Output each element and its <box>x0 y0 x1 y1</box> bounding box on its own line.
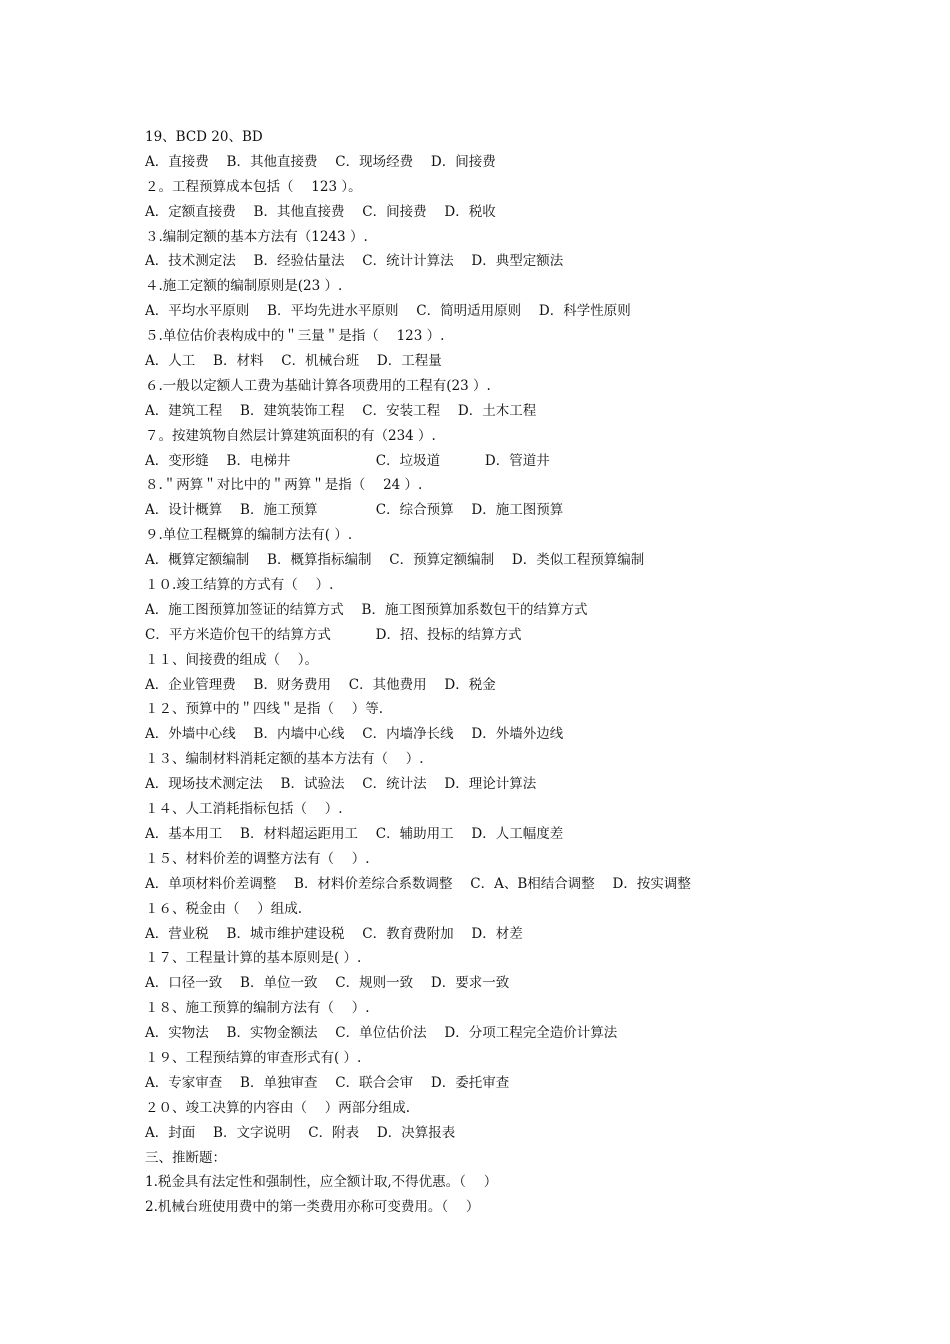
text-line: ２０、竣工决算的内容由（ ）两部分组成. <box>145 1099 411 1116</box>
text-line: A．封面 B．文字说明 C．附表 D．决算报表 <box>145 1124 456 1141</box>
text-line: ２。工程预算成本包括（ 123 ）。 <box>145 178 362 195</box>
text-line: ８.＂两算＂对比中的＂两算＂是指（ 24 ）. <box>145 477 423 494</box>
text-line: 2.机械台班使用费中的第一类费用亦称可变费用。（ ） <box>145 1199 480 1216</box>
text-line: １７、工程量计算的基本原则是( ）. <box>145 950 362 967</box>
text-line: ４.施工定额的编制原则是(23 ）. <box>145 278 343 295</box>
section-heading: 三、推断题： <box>145 1149 226 1166</box>
text-line: ９.单位工程概算的编制方法有( ）. <box>145 527 353 544</box>
text-line: 1.税金具有法定性和强制性，应全额计取,不得优惠。（ ） <box>145 1174 498 1191</box>
text-line: A．实物法 B．实物金额法 C．单位估价法 D．分项工程完全造价计算法 <box>145 1025 618 1042</box>
text-line: ５.单位估价表构成中的＂三量＂是指（ 123 ）. <box>145 328 445 345</box>
text-line: １８、施工预算的编制方法有（ ）. <box>145 1000 370 1017</box>
text-line: 19、BCD 20、BD <box>145 129 263 145</box>
text-line: １９、工程预结算的审查形式有( ）. <box>145 1049 362 1066</box>
text-line: A．营业税 B．城市维护建设税 C．教育费附加 D．材差 <box>145 925 523 942</box>
text-line: A．现场技术测定法 B．试验法 C．统计法 D．理论计算法 <box>145 776 537 793</box>
text-line: A．专家审查 B．单独审查 C．联合会审 D．委托审查 <box>145 1074 510 1091</box>
text-line: A．变形缝 B．电梯井 C．垃圾道 D．管道井 <box>145 452 550 469</box>
text-line: １０.竣工结算的方式有（ ）. <box>145 577 334 594</box>
text-line: １５、材料价差的调整方法有（ ）. <box>145 850 370 867</box>
text-line: １３、编制材料消耗定额的基本方法有（ ）. <box>145 751 424 768</box>
document-body <box>145 125 925 1220</box>
text-line: A．定额直接费 B．其他直接费 C．间接费 D．税收 <box>145 203 496 220</box>
text-line: A．单项材料价差调整 B．材料价差综合系数调整 C．A、B相结合调整 D．按实调整 <box>145 875 691 892</box>
text-line: A．施工图预算加签证的结算方式 B．施工图预算加系数包干的结算方式 <box>145 601 588 618</box>
text-line: A．直接费 B．其他直接费 C．现场经费 D．间接费 <box>145 153 496 170</box>
text-line: A．口径一致 B．单位一致 C．规则一致 D．要求一致 <box>145 975 510 992</box>
text-line: １４、人工消耗指标包括（ ）. <box>145 801 343 818</box>
text-line: A．建筑工程 B．建筑装饰工程 C．安装工程 D．土木工程 <box>145 402 537 419</box>
text-line: A．企业管理费 B．财务费用 C．其他费用 D．税金 <box>145 676 496 693</box>
text-line: C．平方米造价包干的结算方式 D．招、投标的结算方式 <box>145 626 522 643</box>
text-line: ６.一般以定额人工费为基础计算各项费用的工程有(23 ）. <box>145 377 491 394</box>
text-line: A．基本用工 B．材料超运距用工 C．辅助用工 D．人工幅度差 <box>145 825 564 842</box>
text-line: １１、间接费的组成（ ）。 <box>145 651 319 668</box>
text-line: １６、税金由（ ）组成. <box>145 900 303 917</box>
text-line: １２、预算中的＂四线＂是指（ ）等. <box>145 701 384 718</box>
text-line: A．概算定额编制 B．概算指标编制 C．预算定额编制 D．类似工程预算编制 <box>145 552 645 569</box>
text-line: A．人工 B．材料 C．机械台班 D．工程量 <box>145 353 442 370</box>
text-line: ７。按建筑物自然层计算建筑面积的有（234 ）. <box>145 427 436 444</box>
text-line: A．外墙中心线 B．内墙中心线 C．内墙净长线 D．外墙外边线 <box>145 726 564 743</box>
text-line: A．技术测定法 B．经验估量法 C．统计计算法 D．典型定额法 <box>145 253 564 270</box>
text-line: A．平均水平原则 B．平均先进水平原则 C．简明适用原则 D．科学性原则 <box>145 303 631 320</box>
text-line: ３.编制定额的基本方法有（1243 ）. <box>145 228 368 245</box>
text-line: A．设计概算 B．施工预算 C．综合预算 D．施工图预算 <box>145 502 564 519</box>
